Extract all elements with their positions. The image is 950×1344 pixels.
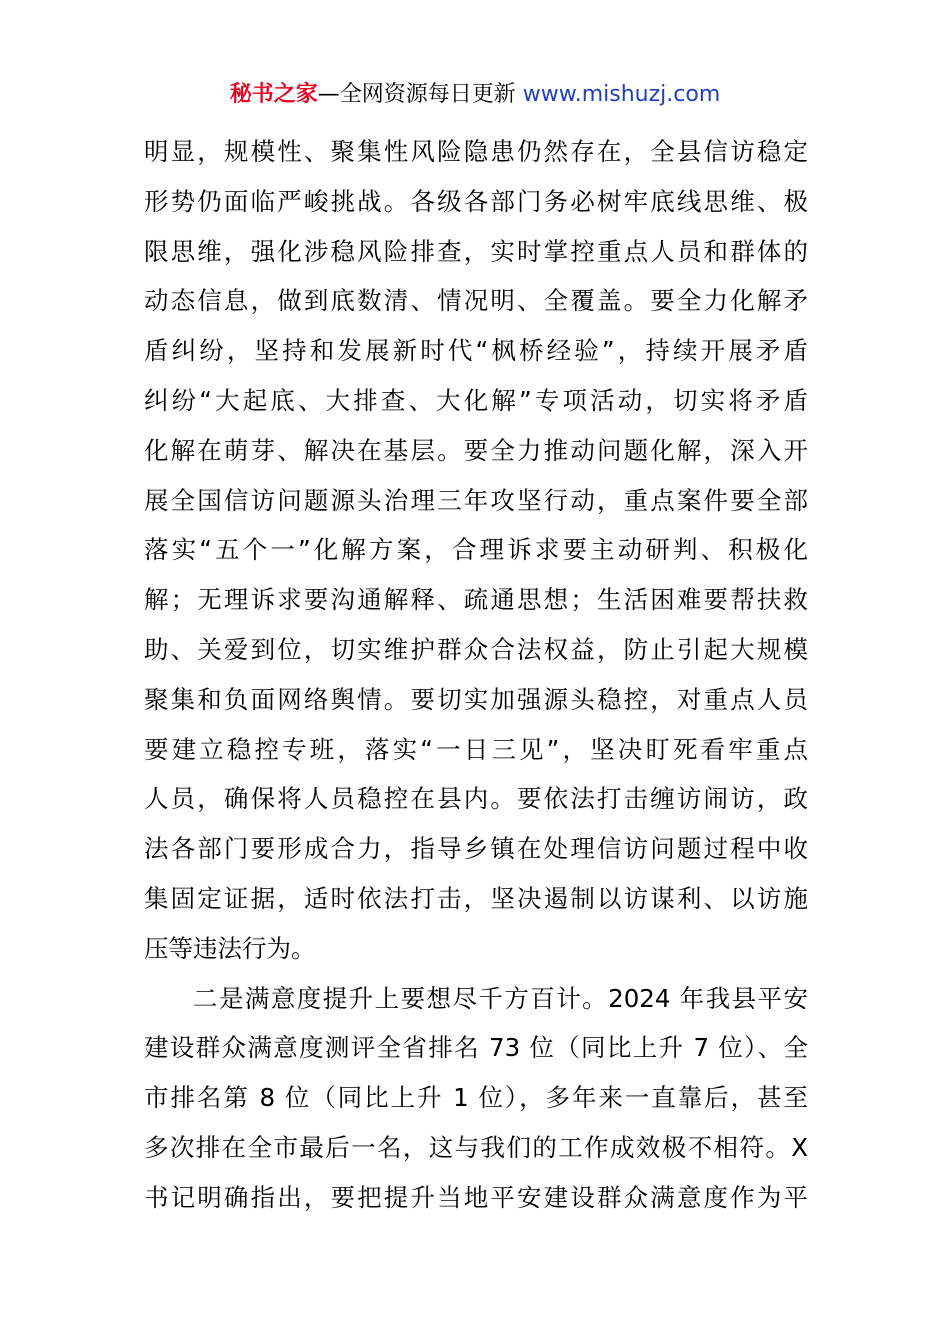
paragraph-1: [144, 127, 808, 974]
text-line: 形势仍面临严峻挑战。各级各部门务必树牢底线思维、极: [144, 186, 808, 216]
text-line: 集固定证据，适时依法打击，坚决遏制以访谋利、以访施: [144, 883, 808, 913]
text-line: 明显，规模性、聚集性风险隐患仍然存在，全县信访稳定: [144, 137, 808, 166]
header-brand: 秘书之家: [229, 82, 318, 107]
text-line: 市排名第 8 位（同比上升 1 位），多年来一直靠后，甚至: [144, 1083, 808, 1113]
text-line: 书记明确指出，要把提升当地平安建设群众满意度作为平: [144, 1182, 808, 1212]
text-line: 落实“五个一”化解方案，合理诉求要主动研判、积极化: [144, 535, 808, 565]
text-line: 压等违法行为。: [144, 933, 316, 963]
page-header: [0, 80, 950, 110]
text-line: 助、关爱到位，切实维护群众合法权益，防止引起大规模: [144, 634, 808, 664]
text-line: 纠纷“大起底、大排查、大化解”专项活动，切实将矛盾: [144, 385, 808, 415]
text-line: 人员，确保将人员稳控在县内。要依法打击缠访闹访，政: [144, 784, 808, 814]
text-line: 展全国信访问题源头治理三年攻坚行动，重点案件要全部: [144, 485, 808, 515]
paragraph-2: [144, 974, 808, 1223]
text-line: 法各部门要形成合力，指导乡镇在处理信访问题过程中收: [144, 834, 808, 864]
text-line: 多次排在全市最后一名，这与我们的工作成效极不相符。X: [144, 1132, 808, 1162]
text-line: 聚集和负面网络舆情。要切实加强源头稳控，对重点人员: [144, 684, 808, 714]
text-line: 盾纠纷，坚持和发展新时代“枫桥经验”，持续开展矛盾: [144, 336, 808, 366]
text-line: 解；无理诉求要沟通解释、疏通思想；生活困难要帮扶救: [144, 585, 808, 615]
text-line: 二是满意度提升上要想尽千方百计。2024 年我县平安: [193, 983, 808, 1013]
text-line: 限思维，强化涉稳风险排查，实时掌控重点人员和群体的: [144, 236, 808, 266]
document-body: [144, 127, 808, 1223]
text-line: 建设群众满意度测评全省排名 73 位（同比上升 7 位）、全: [144, 1033, 808, 1063]
text-line: 要建立稳控专班，落实“一日三见”，坚决盯死看牢重点: [144, 734, 808, 764]
header-url-link[interactable]: www.mishuzj.com: [522, 82, 721, 107]
text-line: 动态信息，做到底数清、情况明、全覆盖。要全力化解矛: [144, 286, 808, 316]
text-line: 化解在萌芽、解决在基层。要全力推动问题化解，深入开: [144, 435, 808, 465]
header-tagline: —全网资源每日更新: [317, 82, 523, 107]
